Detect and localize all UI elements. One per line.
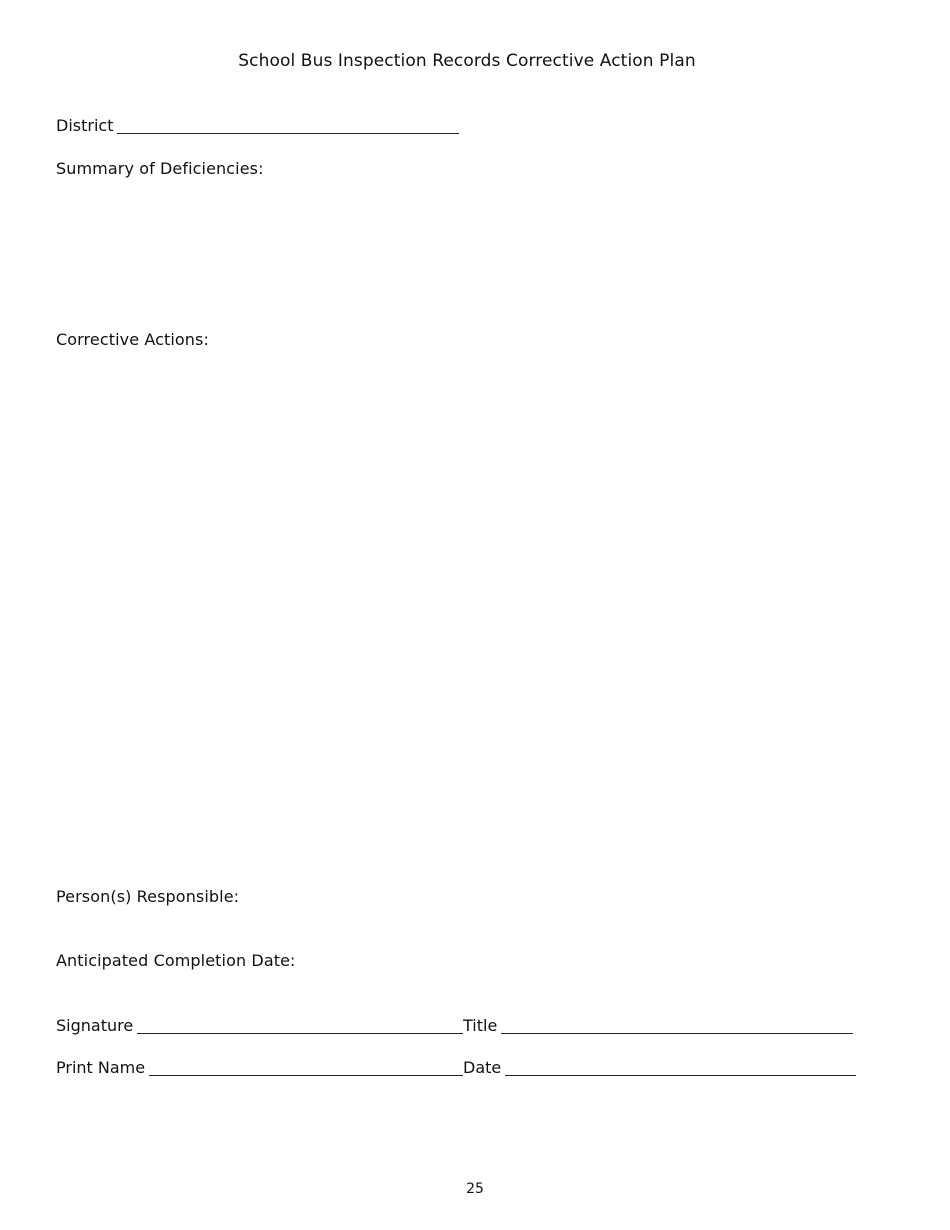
district-blank-line[interactable] <box>117 118 459 134</box>
title-label: Title <box>463 1016 498 1035</box>
title-row <box>463 1016 853 1036</box>
signature-label: Signature <box>56 1016 134 1035</box>
title-blank-line[interactable] <box>501 1018 853 1034</box>
print-name-label: Print Name <box>56 1058 146 1077</box>
summary-of-deficiencies-label: Summary of Deficiencies: <box>56 159 264 178</box>
page-number: 25 <box>466 1181 484 1197</box>
district-row <box>56 116 459 136</box>
page-title: School Bus Inspection Records Corrective Action Plan <box>238 51 696 71</box>
district-label: District <box>56 116 114 135</box>
date-blank-line[interactable] <box>505 1060 856 1076</box>
persons-responsible-label: Person(s) Responsible: <box>56 887 240 906</box>
anticipated-completion-date-label: Anticipated Completion Date: <box>56 951 296 970</box>
print-name-blank-line[interactable] <box>149 1060 463 1076</box>
signature-blank-line[interactable] <box>137 1018 463 1034</box>
corrective-actions-label: Corrective Actions: <box>56 330 209 349</box>
date-row <box>463 1058 856 1078</box>
signature-row <box>56 1016 463 1036</box>
print-name-row <box>56 1058 463 1078</box>
date-label: Date <box>463 1058 502 1077</box>
